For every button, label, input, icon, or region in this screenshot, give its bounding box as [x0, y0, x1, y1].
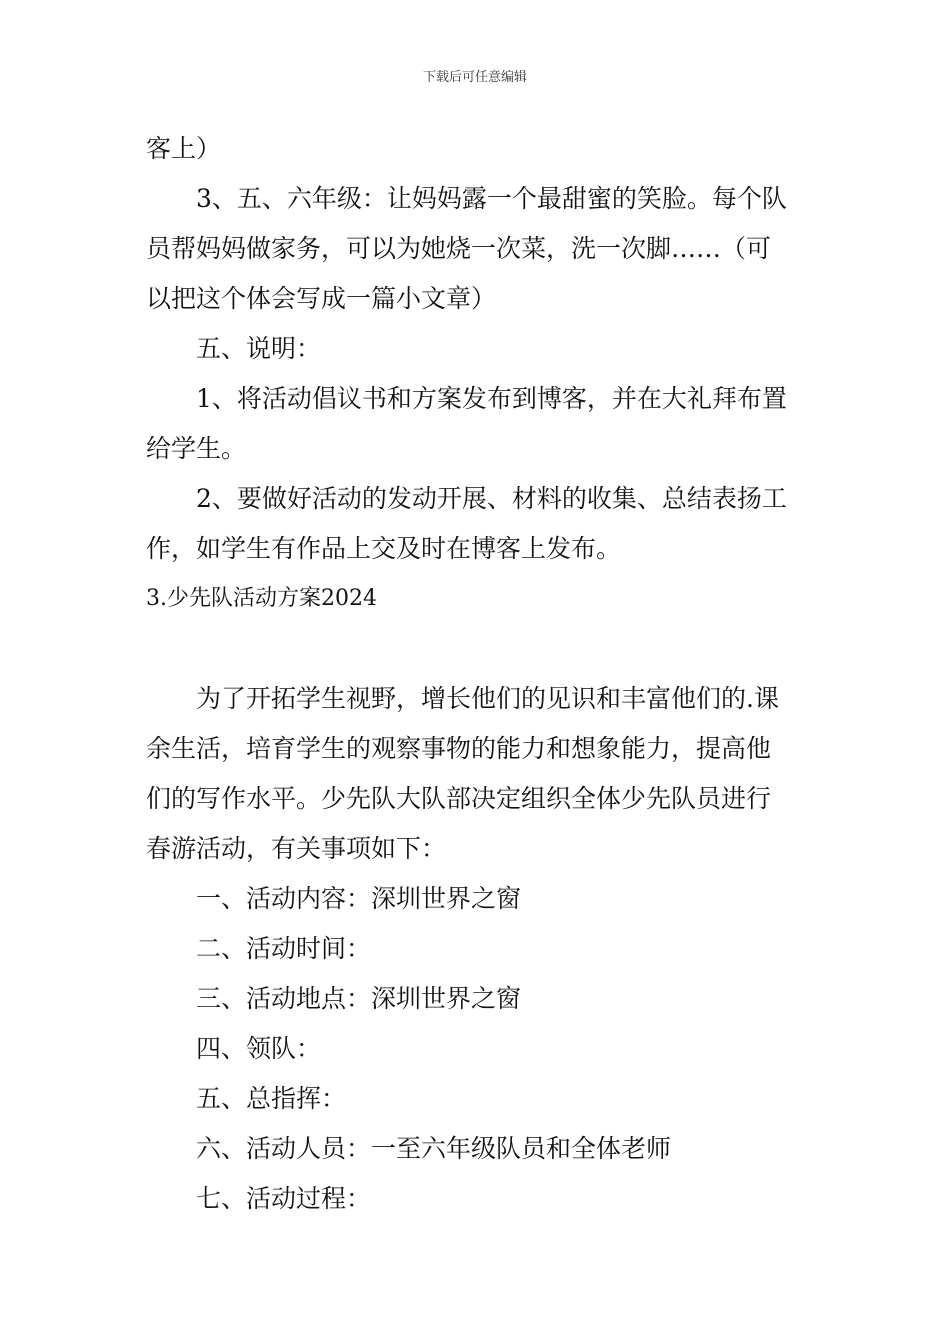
- text-line: 余生活，培育学生的观察事物的能力和想象能力，提高他: [146, 734, 772, 763]
- list-item: 七、活动过程：: [196, 1184, 372, 1213]
- list-item: 三、活动地点：深圳世界之窗: [196, 984, 522, 1013]
- article-title: 3.少先队活动方案2024: [146, 586, 377, 611]
- list-item: 六、活动人员：一至六年级队员和全体老师: [196, 1134, 672, 1163]
- text-line: 1、将活动倡议书和方案发布到博客，并在大礼拜布置: [196, 384, 787, 413]
- page-header: 下载后可任意编辑: [422, 70, 527, 85]
- list-item: 五、总指挥：: [196, 1084, 347, 1113]
- text-line: 以把这个体会写成一篇小文章）: [146, 284, 497, 313]
- text-line: 员帮妈妈做家务，可以为她烧一次菜，洗一次脚……（可: [146, 234, 772, 263]
- text-line: 3、五、六年级：让妈妈露一个最甜蜜的笑脸。每个队: [196, 184, 787, 213]
- text-line: 们的写作水平。少先队大队部决定组织全体少先队员进行: [146, 784, 772, 813]
- text-line: 为了开拓学生视野，增长他们的见识和丰富他们的.课: [196, 684, 779, 713]
- list-item: 二、活动时间：: [196, 934, 372, 963]
- list-item: 四、领队：: [196, 1034, 322, 1063]
- text-line: 作，如学生有作品上交及时在博客上发布。: [146, 534, 622, 563]
- text-line: 2、要做好活动的发动开展、材料的收集、总结表扬工: [196, 484, 787, 513]
- document-body: [146, 124, 808, 1224]
- text-line: 客上）: [146, 134, 222, 163]
- text-line: 给学生。: [146, 434, 247, 463]
- blank-spacer: [146, 624, 808, 674]
- text-line: 春游活动，有关事项如下：: [146, 834, 447, 863]
- list-item: 一、活动内容：深圳世界之窗: [196, 884, 522, 913]
- section-heading: 五、说明：: [196, 334, 322, 363]
